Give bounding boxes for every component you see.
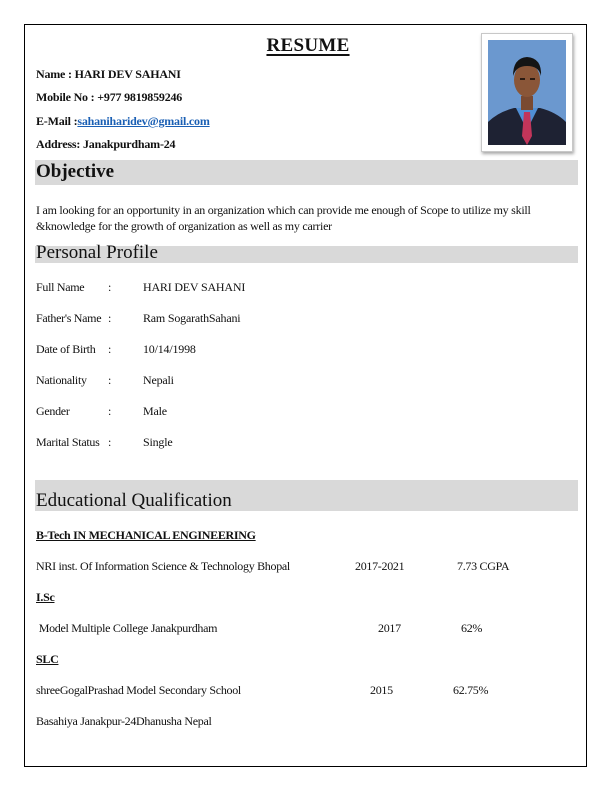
contact-address <box>36 137 175 152</box>
address-value: Janakpurdham-24 <box>83 137 176 151</box>
year-isc: 2017 <box>378 621 401 635</box>
address-slc: Basahiya Janakpur-24Dhanusha Nepal <box>36 714 212 728</box>
profile-label-fathers-name: Father's Name <box>36 311 102 325</box>
profile-value-nationality: Nepali <box>143 373 174 387</box>
address-label: Address: <box>36 137 83 151</box>
contact-mobile <box>36 90 182 105</box>
objective-heading: Objective <box>36 161 115 182</box>
mobile-value: +977 9819859246 <box>97 90 183 104</box>
person-portrait-icon <box>488 40 566 145</box>
profile-label-marital-status: Marital Status <box>36 435 100 449</box>
degree-btech: B-Tech IN MECHANICAL ENGINEERING <box>36 528 256 542</box>
year-btech: 2017-2021 <box>355 559 405 573</box>
degree-isc: I.Sc <box>36 590 55 604</box>
email-label: E-Mail : <box>36 114 78 128</box>
profile-photo-frame <box>481 33 573 152</box>
objective-text: I am looking for an opportunity in an organization which can provide me enough of Scope to utilize my skill &knowledge for the growth of organization as well as my carrier <box>36 203 531 233</box>
profile-value-marital-status: Single <box>143 435 173 449</box>
profile-colon: : <box>108 280 112 294</box>
profile-photo <box>488 40 566 145</box>
profile-colon: : <box>108 435 112 449</box>
resume-title: RESUME <box>266 35 350 56</box>
institution-slc: shreeGogalPrashad Model Secondary School <box>36 683 241 697</box>
personal-profile-heading: Personal Profile <box>36 242 158 263</box>
name-label: Name : <box>36 67 75 81</box>
contact-email <box>36 114 210 129</box>
objective-section-bar <box>35 160 578 185</box>
score-slc: 62.75% <box>453 683 489 697</box>
year-slc: 2015 <box>370 683 393 697</box>
profile-colon: : <box>108 404 112 418</box>
mobile-label: Mobile No : <box>36 90 98 104</box>
name-value: HARI DEV SAHANI <box>74 67 181 81</box>
education-heading: Educational Qualification <box>36 490 232 511</box>
profile-colon: : <box>108 373 112 387</box>
institution-btech: NRI inst. Of Information Science & Technology Bhopal <box>36 559 290 573</box>
profile-label-gender: Gender <box>36 404 70 418</box>
profile-label-nationality: Nationality <box>36 373 87 387</box>
degree-slc: SLC <box>36 652 59 666</box>
profile-colon: : <box>108 311 112 325</box>
profile-colon: : <box>108 342 112 356</box>
score-btech: 7.73 CGPA <box>457 559 510 573</box>
institution-isc: Model Multiple College Janakpurdham <box>36 621 218 635</box>
profile-value-fathers-name: Ram SogarathSahani <box>143 311 241 325</box>
contact-name <box>36 67 181 82</box>
profile-value-gender: Male <box>143 404 167 418</box>
score-isc: 62% <box>461 621 483 635</box>
email-link[interactable]: sahaniharidev@gmail.com <box>77 114 210 128</box>
profile-label-date-of-birth: Date of Birth <box>36 342 96 356</box>
profile-value-date-of-birth: 10/14/1998 <box>143 342 196 356</box>
profile-label-full-name: Full Name <box>36 280 85 294</box>
profile-value-full-name: HARI DEV SAHANI <box>143 280 246 294</box>
